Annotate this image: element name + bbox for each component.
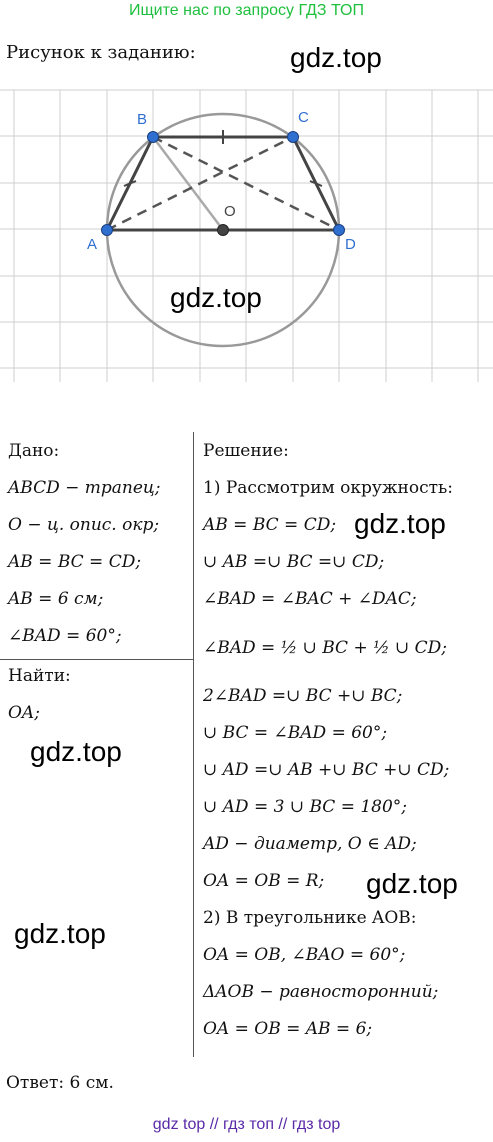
given-title: Дано: — [8, 441, 60, 461]
solution-line: ∪ AD =∪ AB +∪ BC +∪ CD; — [203, 760, 450, 780]
label-d: D — [345, 236, 356, 253]
label-b: B — [137, 111, 148, 128]
solution-line: OA = OB = AB = 6; — [203, 1019, 373, 1039]
solution-line: ∪ AB =∪ BC =∪ CD; — [203, 552, 385, 572]
find-title: Найти: — [8, 666, 71, 686]
solution-line: ∠BAD = ∠BAC + ∠DAC; — [203, 589, 417, 609]
given-line: O − ц. опис. окр; — [8, 515, 160, 535]
label-o: O — [224, 203, 236, 220]
given-line: AB = 6 см; — [8, 589, 104, 609]
solution-line: ∪ BC = ∠BAD = 60°; — [203, 723, 388, 743]
solution-line: ∠BAD = ½ ∪ BC + ½ ∪ CD; — [203, 638, 447, 658]
watermark: gdz.top — [30, 736, 122, 767]
solution-title: Решение: — [203, 441, 289, 461]
solution-line: AD − диаметр, O ∈ AD; — [203, 834, 417, 854]
solution-line: AB = BC = CD; — [203, 515, 337, 535]
answer: Ответ: 6 см. — [6, 1073, 114, 1093]
point-o — [218, 225, 229, 236]
solution-line: 1) Рассмотрим окружность: — [203, 478, 454, 498]
solution-line: ΔAOB − равносторонний; — [203, 982, 439, 1002]
solution-line: ∪ AD = 3 ∪ BC = 180°; — [203, 797, 408, 817]
column-divider — [193, 432, 194, 1057]
footer-links[interactable]: gdz top // гдз топ // гдз top — [152, 1116, 341, 1133]
grid — [0, 90, 493, 382]
given-line: ∠BAD = 60°; — [8, 626, 122, 646]
point-c — [288, 132, 299, 143]
watermark: gdz.top — [354, 508, 446, 539]
solution-line: OA = OB = R; — [203, 871, 325, 891]
watermark: gdz.top — [170, 282, 262, 313]
label-a: A — [87, 236, 98, 253]
find-line: OA; — [8, 703, 40, 723]
solution-line: OA = OB, ∠BAO = 60°; — [203, 945, 406, 965]
solution-line: 2) В треугольнике AOB: — [203, 908, 417, 928]
watermark: gdz.top — [14, 918, 106, 949]
geometry-figure — [0, 80, 493, 385]
point-d — [334, 225, 345, 236]
search-banner: Ищите нас по запросу ГДЗ ТОП — [129, 2, 364, 19]
given-line: AB = BC = CD; — [8, 552, 142, 572]
solution-line: 2∠BAD =∪ BC +∪ BC; — [203, 686, 403, 706]
given-find-divider — [0, 659, 193, 660]
watermark: gdz.top — [366, 868, 458, 899]
watermark: gdz.top — [290, 42, 382, 73]
label-c: C — [298, 109, 309, 126]
point-b — [148, 132, 159, 143]
figure-caption: Рисунок к заданию: — [6, 42, 196, 63]
point-a — [102, 225, 113, 236]
given-line: ABCD − трапец; — [8, 478, 161, 498]
